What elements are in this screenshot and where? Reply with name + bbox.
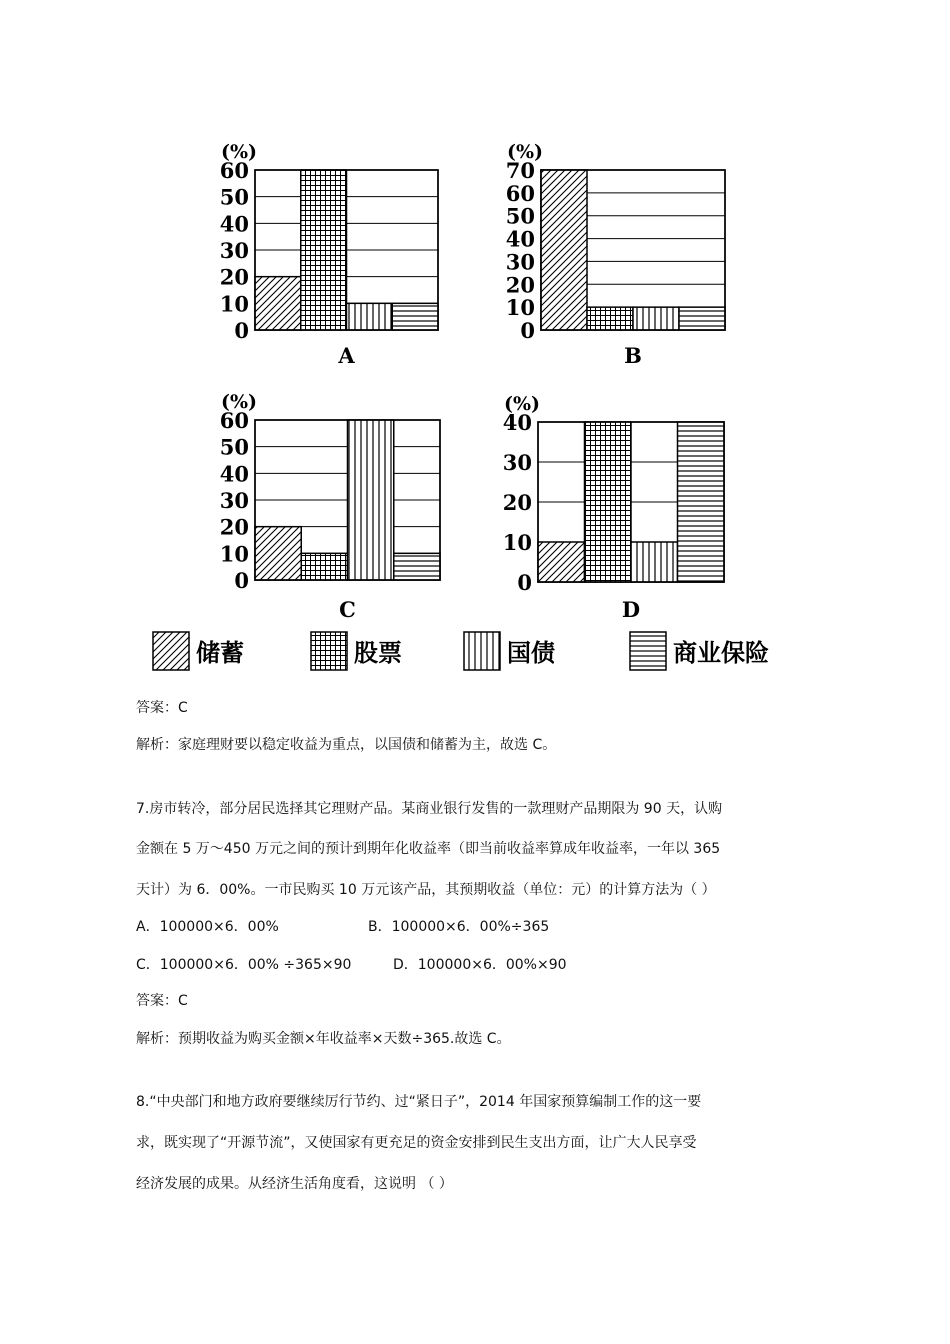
legend-item-stocks bbox=[311, 632, 402, 670]
q7-option-b: B．100000×6．00%÷365 bbox=[368, 919, 550, 935]
y-tick-label: 40 bbox=[505, 226, 535, 252]
q7-analysis: 解析：预期收益为购买金额×年收益率×天数÷365.故选 C。 bbox=[136, 1031, 511, 1047]
y-tick-label: 10 bbox=[502, 530, 532, 555]
legend-label: 储蓄 bbox=[196, 639, 244, 667]
y-tick-label: 60 bbox=[505, 180, 535, 206]
y-tick-label: 20 bbox=[219, 514, 249, 540]
y-tick-label: 50 bbox=[219, 184, 249, 210]
chart-d bbox=[503, 393, 724, 622]
y-tick-label: 60 bbox=[219, 158, 249, 183]
chart-title: A bbox=[338, 343, 355, 368]
legend-item-bonds bbox=[464, 632, 555, 670]
bar-3 bbox=[347, 303, 393, 330]
y-unit-label: (%) bbox=[503, 393, 541, 415]
chart-a bbox=[220, 141, 438, 368]
q7-option-a: A．100000×6．00% bbox=[136, 919, 279, 935]
q8-stem-line-1: 8.“中央部门和地方政府要继续厉行节约、过“紧日子”，2014 年国家预算编制工作的这一要 bbox=[136, 1094, 702, 1110]
q7-option-d: D．100000×6．00%×90 bbox=[393, 957, 567, 973]
y-tick-label: 70 bbox=[505, 158, 535, 183]
q7-stem-line-1: 7.房市转冷，部分居民选择其它理财产品。某商业银行发售的一款理财产品期限为 90 天，认购 bbox=[136, 801, 723, 817]
y-tick-label: 10 bbox=[219, 291, 249, 317]
legend-label: 国债 bbox=[507, 639, 555, 667]
bar-2 bbox=[301, 170, 347, 330]
legend-swatch bbox=[630, 632, 666, 670]
q7-option-c: C．100000×6．00% ÷365×90 bbox=[136, 957, 352, 973]
bar-3 bbox=[631, 542, 678, 582]
y-unit-label: (%) bbox=[220, 141, 258, 163]
legend-item-savings bbox=[153, 632, 244, 670]
y-unit-label: (%) bbox=[506, 141, 544, 163]
bar-4 bbox=[678, 422, 725, 582]
bar-3 bbox=[348, 420, 394, 580]
y-tick-label: 30 bbox=[505, 249, 535, 275]
q7-stem-line-3: 天计）为 6．00%。一市民购买 10 万元该产品，其预期收益（单位：元）的计算方法为（ ） bbox=[136, 882, 716, 898]
q7-stem-line-2: 金额在 5 万～450 万元之间的预计到期年化收益率（即当前收益率算成年收益率，一年以 365 bbox=[136, 841, 721, 857]
chart-title: D bbox=[621, 597, 641, 622]
bar-2 bbox=[301, 553, 347, 580]
y-tick-label: 40 bbox=[502, 410, 532, 435]
chart-title: B bbox=[624, 343, 642, 368]
q8-stem-line-2: 求，既实现了“开源节流”，又使国家有更充足的资金安排到民生支出方面，让广大人民享受 bbox=[136, 1135, 697, 1151]
q8-stem-line-3: 经济发展的成果。从经济生活角度看，这说明 （ ） bbox=[136, 1176, 453, 1192]
bar-1 bbox=[538, 542, 585, 582]
y-tick-label: 20 bbox=[502, 490, 532, 515]
y-tick-label: 50 bbox=[505, 203, 535, 229]
bar-1 bbox=[255, 527, 301, 580]
y-tick-label: 30 bbox=[219, 488, 249, 513]
legend-label: 商业保险 bbox=[673, 639, 769, 667]
bar-2 bbox=[585, 422, 632, 582]
legend-swatch bbox=[311, 632, 347, 670]
bar-2 bbox=[587, 307, 633, 330]
chart-c bbox=[220, 391, 440, 622]
y-tick-label: 40 bbox=[219, 461, 249, 487]
y-tick-label: 0 bbox=[234, 318, 249, 343]
y-unit-label: (%) bbox=[220, 391, 258, 413]
q6-analysis: 解析：家庭理财要以稳定收益为重点，以国债和储蓄为主，故选 C。 bbox=[136, 737, 557, 753]
bar-4 bbox=[392, 303, 438, 330]
y-tick-label: 50 bbox=[219, 434, 249, 460]
bar-1 bbox=[541, 170, 587, 330]
y-tick-label: 20 bbox=[505, 272, 535, 298]
y-tick-label: 30 bbox=[502, 450, 532, 475]
bar-1 bbox=[255, 277, 301, 330]
y-tick-label: 0 bbox=[517, 570, 532, 595]
legend-item-insurance bbox=[630, 632, 769, 670]
y-tick-label: 30 bbox=[219, 238, 249, 263]
y-tick-label: 10 bbox=[505, 295, 535, 321]
legend-label: 股票 bbox=[354, 639, 402, 667]
y-tick-label: 0 bbox=[520, 318, 535, 343]
bar-4 bbox=[679, 307, 725, 330]
chart-b bbox=[506, 141, 725, 368]
bar-3 bbox=[633, 307, 679, 330]
chart-title: C bbox=[339, 597, 356, 622]
y-tick-label: 10 bbox=[219, 541, 249, 567]
q6-answer: 答案：C bbox=[136, 700, 188, 716]
legend-swatch bbox=[153, 632, 189, 670]
legend-swatch bbox=[464, 632, 500, 670]
y-tick-label: 60 bbox=[219, 408, 249, 433]
y-tick-label: 40 bbox=[219, 211, 249, 237]
y-tick-label: 0 bbox=[234, 568, 249, 593]
q7-answer: 答案：C bbox=[136, 993, 188, 1009]
bar-4 bbox=[394, 553, 440, 580]
y-tick-label: 20 bbox=[219, 264, 249, 290]
